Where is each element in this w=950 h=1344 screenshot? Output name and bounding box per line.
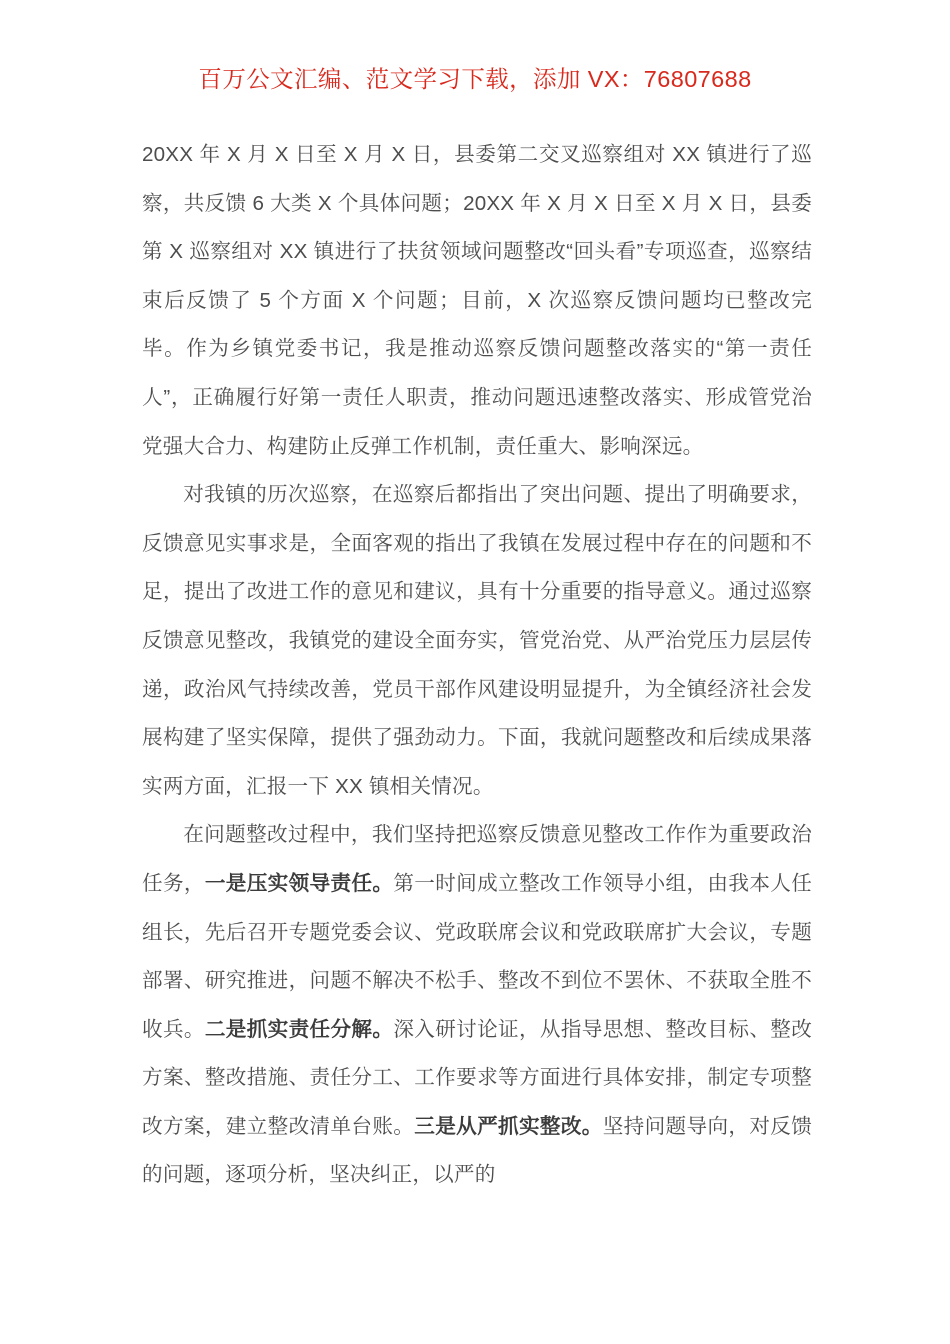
text-run: 第一时间成立整改工作领导小组，由我本人任组长，先后召开专题党委会议、党政联席会议和党政联席扩大会议，专题部署、研究推进，问题不解决不松手、整改不到位不罢休、不获取全胜不收兵。	[142, 871, 812, 1041]
text-run: 20XX 年 X 月 X 日至 X 月 X 日，县委第二交叉巡察组对 XX 镇进行了巡察，共反馈 6 大类 X 个具体问题；20XX 年 X 月 X 日至 X 月 X 日，县委第 X 巡察组对 XX 镇进行了扶贫领域问题整改“回头看”专项巡查，巡察结束后反馈了 5 个方面 X 个问题；目前，X 次巡察反馈问题均已整改完毕。作为乡镇党委书记，我是推动巡察反馈问题整改落实的“第一责任人”，正确履行好第一责任人职责，推动问题迅速整改落实、形成管党治党强大合力、构建防止反弹工作机制，责任重大、影响深远。	[142, 143, 812, 458]
paragraph	[142, 471, 812, 811]
bold-lead-in: 二是抓实责任分解。	[204, 1017, 394, 1041]
paragraph	[142, 131, 812, 471]
document-body	[142, 131, 812, 1200]
promo-banner-text: 百万公文汇编、范文学习下载，添加 VX：76807688	[198, 66, 752, 92]
paragraph	[142, 811, 812, 1200]
bold-lead-in: 三是从严抓实整改。	[414, 1114, 603, 1138]
text-run: 在问题整改过程中，我们坚持把巡察反馈意见整改工作作为重要政治任务，	[142, 823, 812, 895]
text-run: 坚持问题导向，对反馈的问题，逐项分析，坚决纠正，以严的	[142, 1114, 813, 1187]
bold-lead-in: 一是压实领导责任。	[204, 871, 394, 895]
text-run: 对我镇的历次巡察，在巡察后都指出了突出问题、提出了明确要求，反馈意见实事求是，全面客观的指出了我镇在发展过程中存在的问题和不足，提出了改进工作的意见和建议，具有十分重要的指导意义。通过巡察反馈意见整改，我镇党的建设全面夯实，管党治党、从严治党压力层层传递，政治风气持续改善，党员干部作风建设明显提升，为全镇经济社会发展构建了坚实保障，提供了强劲动力。下面，我就问题整改和后续成果落实两方面，汇报一下 XX 镇相关情况。	[142, 483, 812, 798]
text-run: 深入研讨论证，从指导思想、整改目标、整改方案、整改措施、责任分工、工作要求等方面进行具体安排，制定专项整改方案，建立整改清单台账。	[142, 1017, 812, 1138]
